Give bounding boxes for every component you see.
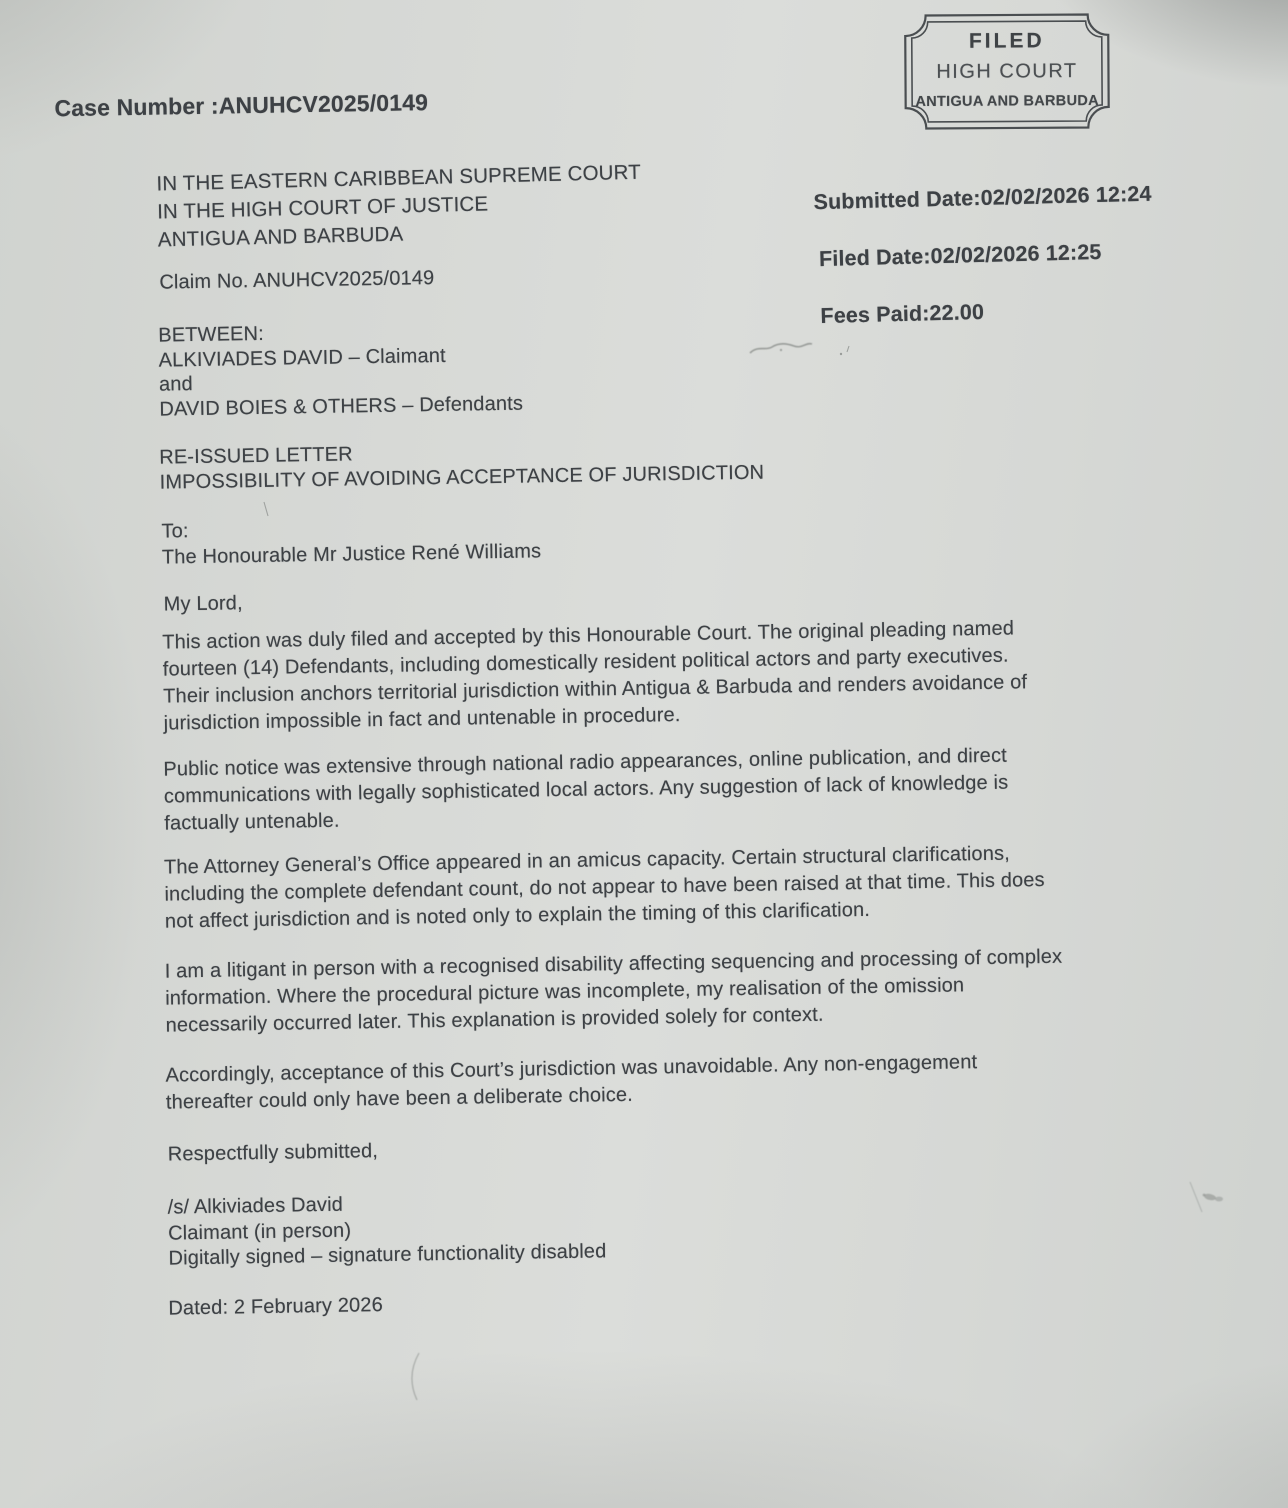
parties-block <box>158 318 523 422</box>
signature-role: Claimant (in person) <box>167 1219 352 1245</box>
paragraph-1 <box>162 615 1028 737</box>
subject-block <box>159 436 764 496</box>
fees-paid: Fees Paid:22.00 <box>820 299 985 329</box>
body-line: jurisdiction impossible in fact and untenable in procedure. <box>163 704 681 735</box>
body-line: Their inclusion anchors territorial jurisdiction within Antigua & Barbuda and renders avoidance of <box>163 671 1028 708</box>
body-line: information. Where the procedural picture was incomplete, my realisation of the omission <box>165 974 965 1010</box>
pencil-smudge <box>745 336 817 362</box>
body-line: I am a litigant in person with a recognised disability affecting sequencing and processing of complex <box>164 945 1063 983</box>
court-header-line: IN THE EASTERN CARIBBEAN SUPREME COURT <box>156 160 642 196</box>
and-label: and <box>158 373 194 396</box>
recipient-block <box>161 513 541 570</box>
body-line: thereafter could only have been a deliberate choice. <box>165 1083 634 1114</box>
court-header <box>156 159 642 255</box>
subject-line: IMPOSSIBILITY OF AVOIDING ACCEPTANCE OF JURISDICTION <box>159 461 765 494</box>
speck-mark <box>260 500 272 520</box>
paragraph-4 <box>165 944 1064 1040</box>
body-line: Accordingly, acceptance of this Court’s jurisdiction was unavoidable. Any non-engagement <box>165 1051 978 1087</box>
speck-mark <box>838 344 854 358</box>
subject-line: RE-ISSUED LETTER <box>159 443 353 469</box>
body-line: including the complete defendant count, do not appear to have been raised at that time. This does <box>164 868 1045 906</box>
stamp-country-label: ANTIGUA AND BARBUDA <box>915 92 1099 111</box>
paragraph-5 <box>165 1049 978 1116</box>
submitted-date: Submitted Date:02/02/2026 12:24 <box>813 181 1152 215</box>
stamp-court-label: HIGH COURT <box>936 60 1078 83</box>
body-line: not affect jurisdiction and is noted only to explain the timing of this clarification. <box>164 898 871 933</box>
stamp-text <box>902 11 1113 132</box>
recipient-name: The Honourable Mr Justice René Williams <box>161 539 542 569</box>
signature-line: /s/ Alkiviades David <box>167 1193 344 1219</box>
body-line: factually untenable. <box>164 809 340 835</box>
to-label: To: <box>161 520 189 543</box>
body-line: fourteen (14) Defendants, including domestically resident political actors and party executives. <box>162 644 1009 681</box>
filing-metadata <box>813 182 1154 330</box>
body-line: This action was duly filed and accepted by this Honourable Court. The original pleading named <box>162 617 1015 654</box>
between-label: BETWEEN: <box>158 322 265 347</box>
body-line: The Attorney General’s Office appeared in an amicus capacity. Certain structural clarifications, <box>163 842 1011 879</box>
salutation: My Lord, <box>163 592 243 616</box>
filed-stamp <box>902 11 1113 132</box>
hairline-mark <box>404 1350 426 1404</box>
court-header-line: ANTIGUA AND BARBUDA <box>157 222 404 252</box>
smudge-blob <box>1182 1178 1234 1218</box>
paragraph-3 <box>164 840 1046 936</box>
claim-number: Claim No. ANUHCV2025/0149 <box>159 267 435 294</box>
body-line: communications with legally sophisticated local actors. Any suggestion of lack of knowledge is <box>163 771 1009 808</box>
body-line: necessarily occurred later. This explanation is provided solely for context. <box>165 1003 824 1037</box>
claimant-line: ALKIVIADES DAVID – Claimant <box>158 344 446 372</box>
dated-line: Dated: 2 February 2026 <box>168 1294 384 1320</box>
case-number: Case Number :ANUHCV2025/0149 <box>54 89 429 122</box>
closing: Respectfully submitted, <box>167 1140 379 1166</box>
paragraph-2 <box>163 743 1009 838</box>
signature-block <box>167 1188 606 1272</box>
defendants-line: DAVID BOIES & OTHERS – Defendants <box>159 392 524 421</box>
body-line: Public notice was extensive through national radio appearances, online publication, and direct <box>163 744 1008 781</box>
court-header-line: IN THE HIGH COURT OF JUSTICE <box>156 192 489 224</box>
signature-note: Digitally signed – signature functionality disabled <box>168 1240 607 1270</box>
stamp-filed-label: FILED <box>968 29 1045 53</box>
filed-date: Filed Date:02/02/2026 12:25 <box>818 239 1102 272</box>
